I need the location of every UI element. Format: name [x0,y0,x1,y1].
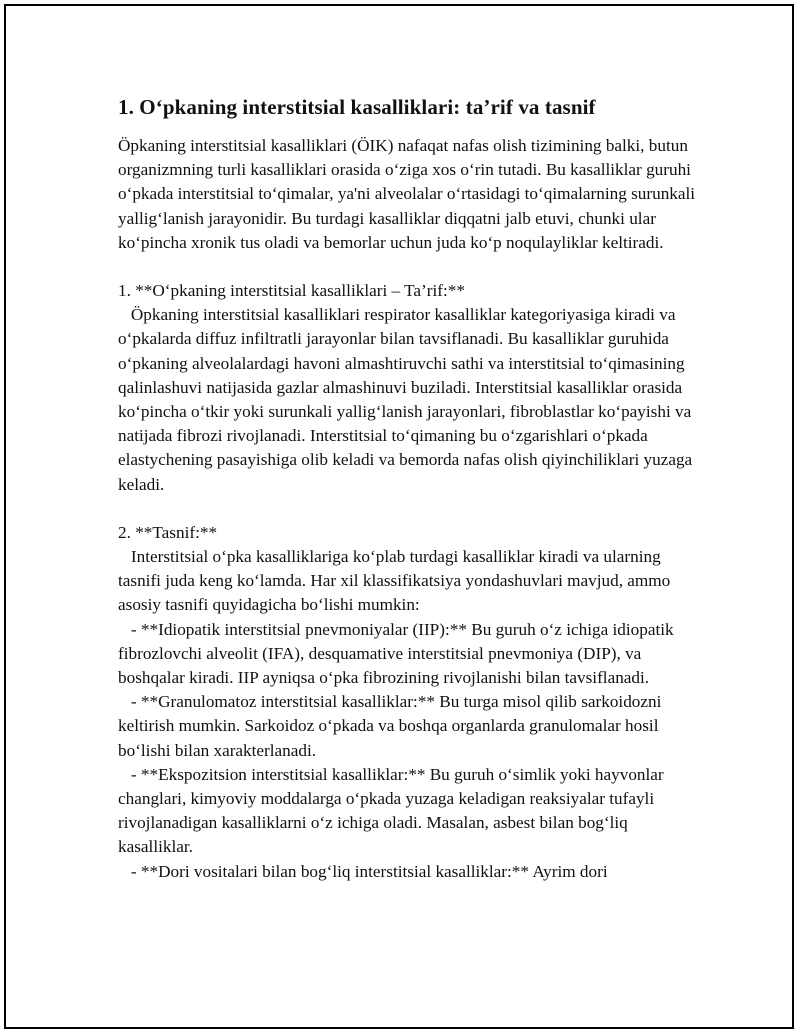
list-item [118,763,698,860]
section-1-body [118,303,698,497]
document-title: 1. Oʻpkaning interstitsial kasalliklari: ta’rif va tasnif [118,95,596,119]
section-2-heading: 2. **Tasnif:** [118,522,218,542]
list-item [118,860,698,884]
intro-paragraph: Öpkaning interstitsial kasalliklari (ÖIK) nafaqat nafas olish tizimining balki, butun organizmning turli kasalliklari orasida oʻziga xos oʻrin tutadi. Bu kasalliklar guruhi oʻpkada interstitsial toʻqimalar, ya'ni alveolalar oʻrtasidagi toʻqimalarning surunkali yalligʻlanish jarayonidir. Bu turdagi kasalliklar diqqatni jalb etuvi, chunki ular koʻpincha xronik tus oladi va bemorlar uchun juda koʻp noqulayliklar keltiradi. [118,136,696,252]
list-item [118,690,698,763]
section-1-body-text: Öpkaning interstitsial kasalliklari respirator kasalliklar kategoriyasiga kiradi va oʻpkalarda diffuz infiltratli jarayonlar bilan tavsiflanadi. Bu kasalliklar guruhida oʻpkaning alveolalardagi havoni almashtiruvchi sathi va interstitsial toʻqimasining qalinlashuvi natijasida gazlar almashinuvi buziladi. Interstitsial kasalliklar orasida koʻpincha oʻtkir yoki surunkali yalligʻlanish jarayonlari, fibroblastlar koʻpayishi va natijada fibrozi rivojlanadi. Interstitsial toʻqimaning bu oʻzgarishlari oʻpkada elastychening pasayishiga olib keladi va bemorda nafas olish qiyinchiliklari yuzaga keladi. [118,305,693,494]
document-content [118,92,698,884]
section-2-body [118,545,698,618]
list-item-text: - **Ekspozitsion interstitsial kasalliklar:** Bu guruh oʻsimlik yoki hayvonlar changlari, kimyoviy moddalarga oʻpkada yuzaga keladigan reaksiyalar tufayli rivojlanadigan kasalliklarni oʻz ichiga oladi. Masalan, asbest bilan bogʻliq kasalliklar. [118,764,664,857]
paragraph-gap [118,255,698,279]
paragraph-gap [118,497,698,521]
list-item-text: - **Dori vositalari bilan bogʻliq interstitsial kasalliklar:** Ayrim dori [130,861,608,881]
list-item-text: - **Idiopatik interstitsial pnevmoniyalar (IIP):** Bu guruh oʻz ichiga idiopatik fibrozlovchi alveolit (IFA), desquamative interstitsial pnevmoniya (DIP), va boshqalar kiradi. IIP ayniqsa oʻpka fibrozining rivojlanishi bilan tavsiflanadi. [118,619,674,688]
list-item-text: - **Granulomatoz interstitsial kasalliklar:** Bu turga misol qilib sarkoidozni keltirish mumkin. Sarkoidoz oʻpkada va boshqa organlarda granulomalar hosil boʻlishi bilan xarakterlanadi. [118,692,662,760]
list-item [118,618,698,691]
section-2-body-text: Interstitsial oʻpka kasalliklariga koʻplab turdagi kasalliklar kiradi va ularning tasnifi juda keng koʻlamda. Har xil klassifikatsiya yondashuvlari mavjud, ammo asosiy tasnifi quyidagicha boʻlishi mumkin: [118,547,671,615]
section-1-heading: 1. **Oʻpkaning interstitsial kasalliklari – Ta’rif:** [118,281,465,301]
